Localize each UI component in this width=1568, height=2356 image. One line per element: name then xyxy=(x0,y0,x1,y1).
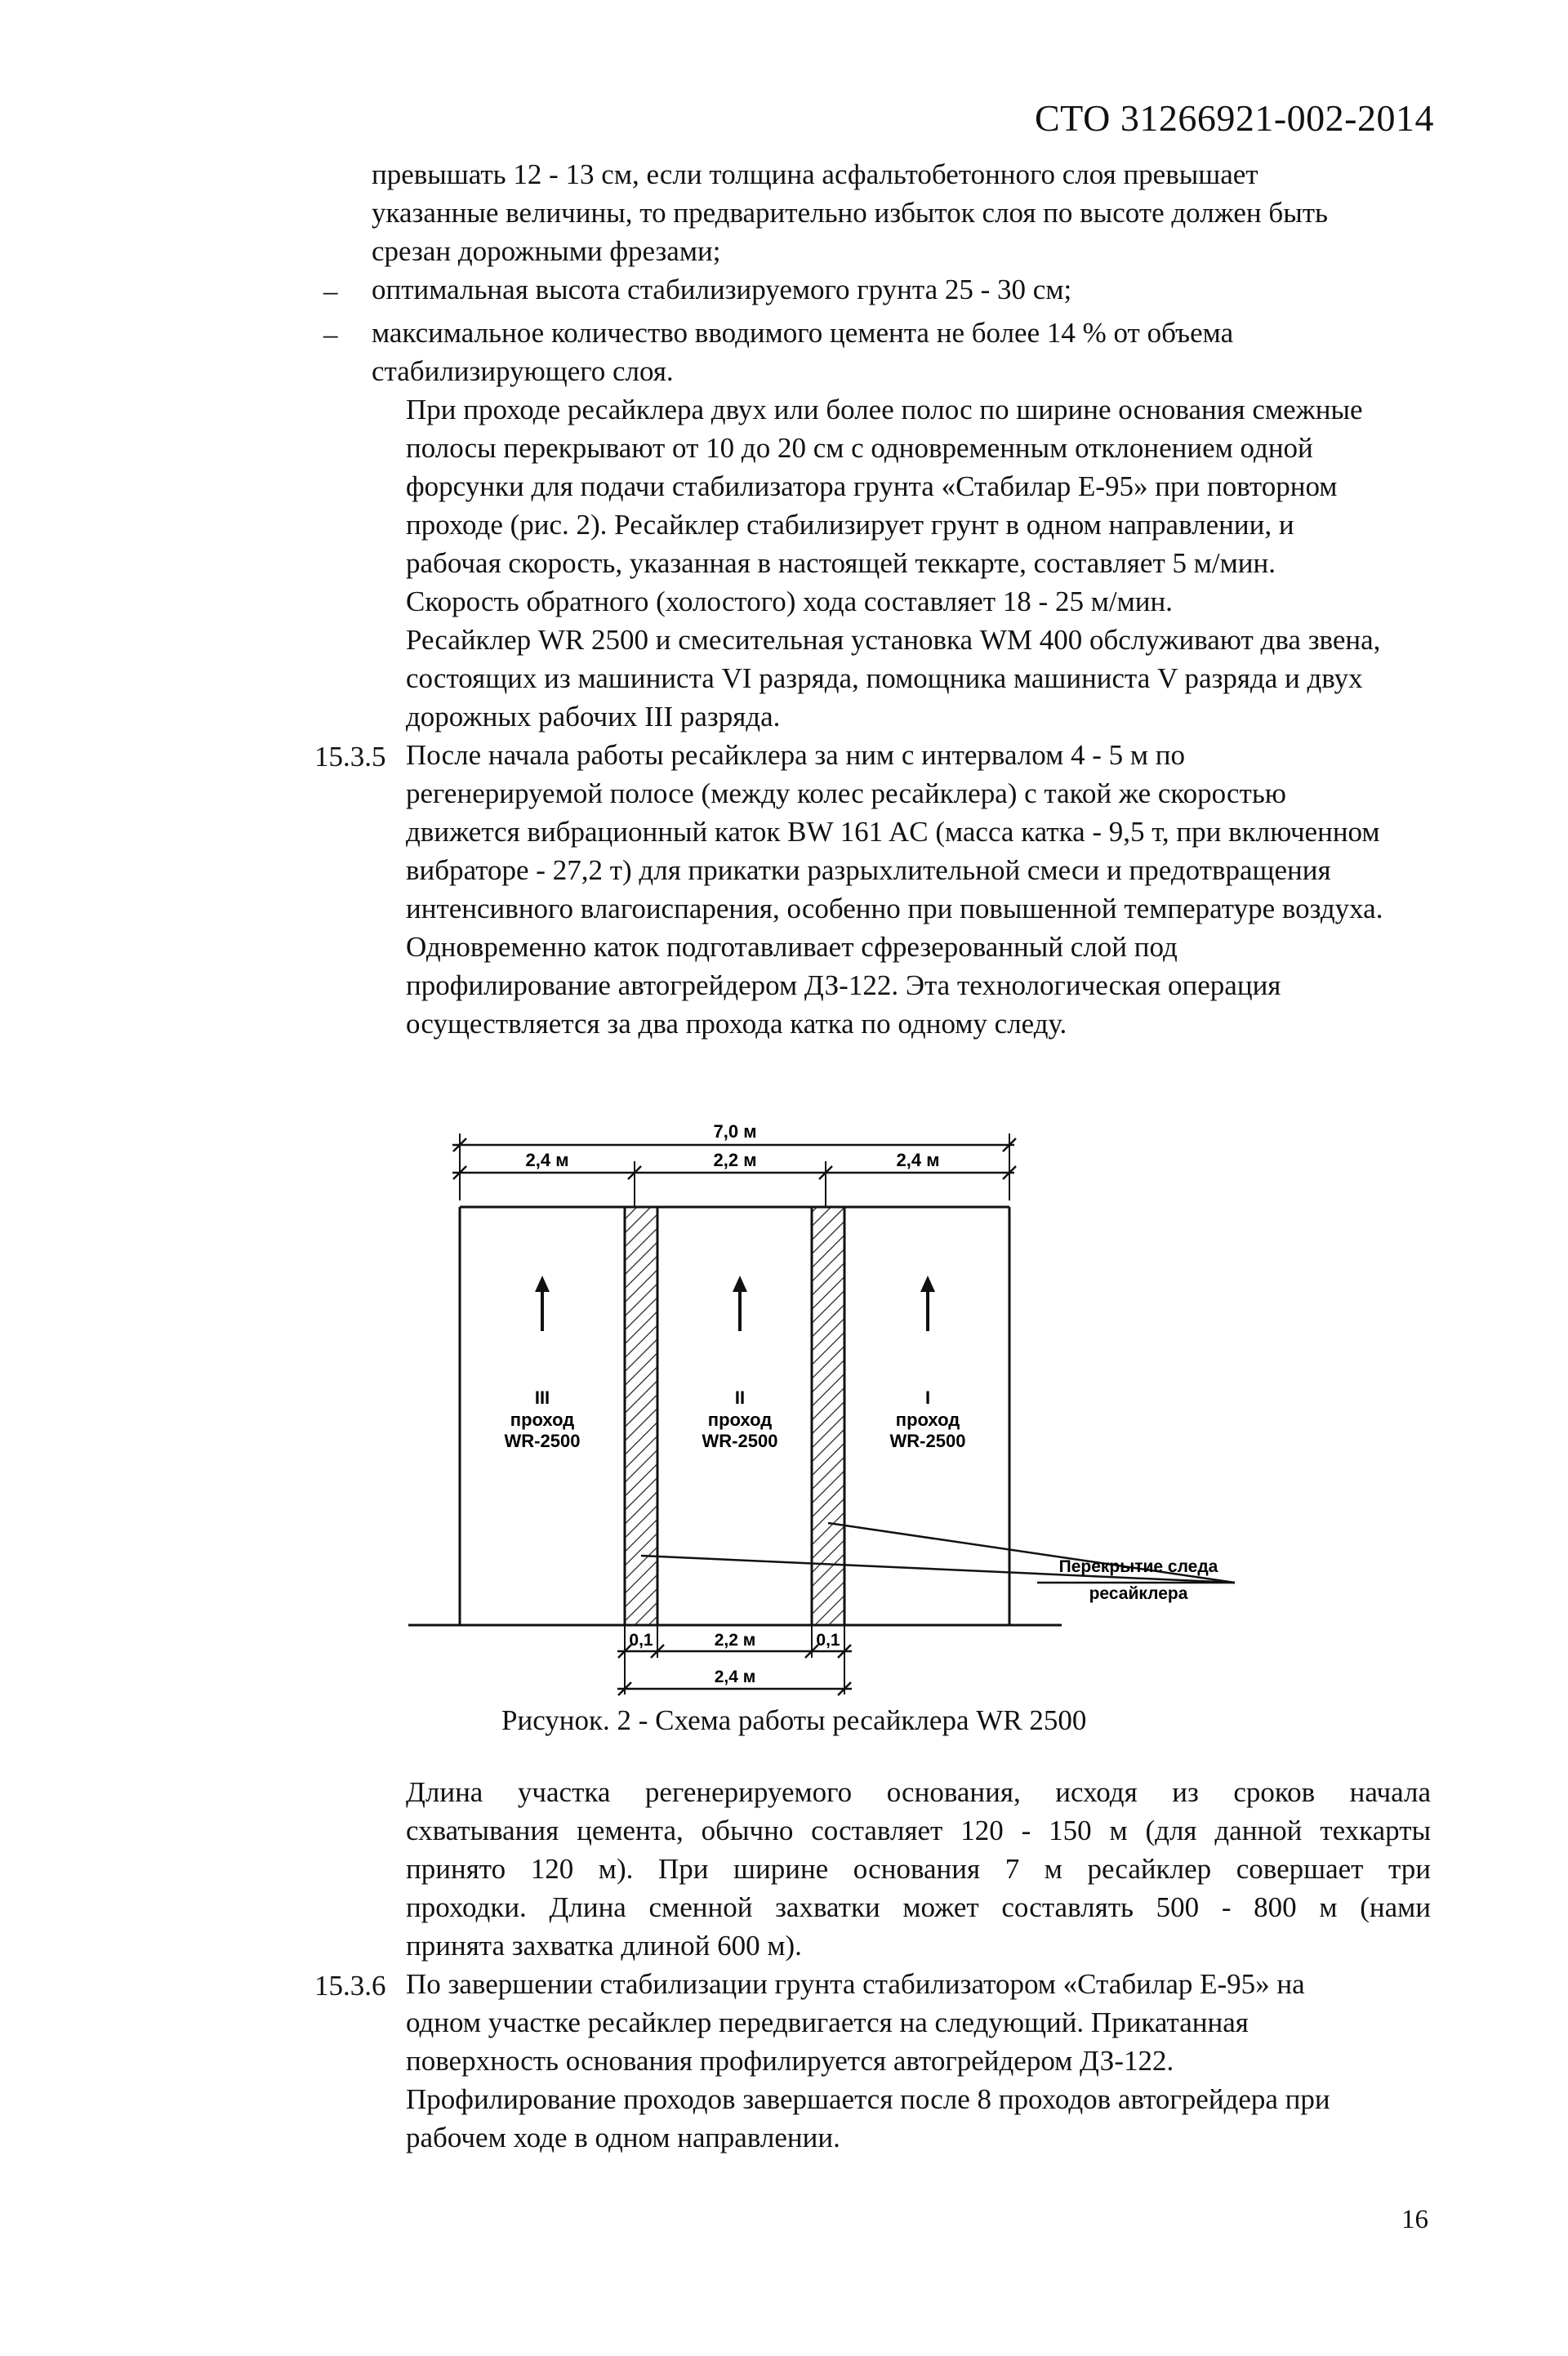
document-code-header: СТО 31266921-002-2014 xyxy=(1034,97,1434,139)
text-line: вибраторе - 27,2 т) для прикатки разрыхлительной смеси и предотвращения xyxy=(406,854,1331,886)
text-line: По завершении стабилизации грунта стабилизатором «Стабилар Е-95» на xyxy=(406,1968,1305,2000)
dimension-part-3-label: 2,4 м xyxy=(896,1150,940,1170)
list-bullet: – xyxy=(323,318,338,350)
figure-caption: Рисунок. 2 - Схема работы ресайклера WR 2500 xyxy=(501,1704,1087,1736)
text-line: одном участке ресайклер передвигается на следующий. Прикатанная xyxy=(406,2006,1249,2038)
dimension-part-1-label: 2,4 м xyxy=(525,1150,569,1170)
text-line: дорожных рабочих III разряда. xyxy=(406,701,781,733)
text-line: регенерируемой полосе (между колес ресайклера) с такой же скоростью xyxy=(406,777,1286,809)
dimension-part-2-label: 2,2 м xyxy=(713,1150,757,1170)
text-line: состоящих из машиниста VI разряда, помощника машиниста V разряда и двух xyxy=(406,662,1363,694)
text-line: интенсивного влагоиспарения, особенно при повышенной температуре воздуха. xyxy=(406,893,1383,924)
pass-1-word: проход xyxy=(895,1410,960,1430)
pass-3-number: III xyxy=(534,1387,550,1408)
text-line: проходе (рис. 2). Ресайклер стабилизирует грунт в одном направлении, и xyxy=(406,509,1294,541)
dimension-total-label: 7,0 м xyxy=(713,1121,757,1142)
overlap-label-line1: Перекрытие следа xyxy=(1058,1557,1218,1576)
overlap-label-line2: ресайклера xyxy=(1089,1584,1188,1603)
text-line: принята захватка длиной 600 м). xyxy=(406,1930,802,1962)
text-line: Длина участка регенерируемого основания, исходя из сроков начала xyxy=(406,1776,1431,1808)
list-item-text: стабилизирующего слоя. xyxy=(372,355,674,387)
pass-3-model: WR-2500 xyxy=(504,1431,581,1451)
text-line: рабочем ходе в одном направлении. xyxy=(406,2122,840,2153)
text-line: Одновременно каток подготавливает сфрезерованный слой под xyxy=(406,931,1178,963)
text-line: срезан дорожными фрезами; xyxy=(372,235,721,267)
text-line: При проходе ресайклера двух или более полос по ширине основания смежные xyxy=(406,394,1363,425)
arrow-up-icon xyxy=(535,1276,550,1331)
text-line: полосы перекрывают от 10 до 20 см с одновременным отклонением одной xyxy=(406,432,1313,464)
section-number: 15.3.5 xyxy=(314,741,386,773)
bottom-dim-middle: 2,2 м xyxy=(714,1631,756,1650)
text-line: После начала работы ресайклера за ним с интервалом 4 - 5 м по xyxy=(406,739,1186,771)
page-number: 16 xyxy=(1401,2205,1428,2234)
text-line: форсунки для подачи стабилизатора грунта «Стабилар Е-95» при повторном xyxy=(406,470,1338,502)
text-line: осуществляется за два прохода катка по одному следу. xyxy=(406,1008,1067,1040)
pass-1-number: I xyxy=(924,1387,931,1408)
list-item-text: максимальное количество вводимого цемента не более 14 % от объема xyxy=(372,317,1234,349)
text-line: Профилирование проходов завершается после 8 проходов автогрейдера при xyxy=(406,2083,1330,2115)
text-line: проходки. Длина сменной захватки может составлять 500 - 800 м (нами xyxy=(406,1891,1431,1923)
section-number: 15.3.6 xyxy=(314,1970,386,2002)
text-line: превышать 12 - 13 см, если толщина асфальтобетонного слоя превышает xyxy=(372,158,1258,190)
pass-2-word: проход xyxy=(707,1410,773,1430)
text-line: профилирование автогрейдером ДЗ-122. Эта технологическая операция xyxy=(406,969,1281,1001)
text-line: указанные величины, то предварительно избыток слоя по высоте должен быть xyxy=(372,197,1328,229)
text-line: поверхность основания профилируется автогрейдером ДЗ-122. xyxy=(406,2045,1174,2077)
overlap-strip-left xyxy=(625,1207,657,1625)
bottom-dim-overlap-right: 0,1 xyxy=(816,1631,840,1650)
bottom-total-label: 2,4 м xyxy=(714,1668,756,1686)
overlap-strip-right xyxy=(812,1207,844,1625)
pass-2-number: II xyxy=(734,1387,746,1408)
pass-3-word: проход xyxy=(510,1410,575,1430)
pass-1-model: WR-2500 xyxy=(889,1431,966,1451)
text-line: рабочая скорость, указанная в настоящей теккарте, составляет 5 м/мин. xyxy=(406,547,1276,579)
text-line: схватывания цемента, обычно составляет 120 - 150 м (для данной техкарты xyxy=(406,1815,1431,1846)
text-line: принято 120 м). При ширине основания 7 м ресайклер совершает три xyxy=(406,1853,1431,1885)
bottom-dim-overlap-left: 0,1 xyxy=(629,1631,653,1650)
list-bullet: – xyxy=(323,275,338,307)
text-line: движется вибрационный каток BW 161 AC (масса катка - 9,5 т, при включенном xyxy=(406,816,1380,848)
arrow-up-icon xyxy=(920,1276,935,1331)
pass-2-model: WR-2500 xyxy=(702,1431,778,1451)
text-line: Ресайклер WR 2500 и смесительная установка WM 400 обслуживают два звена, xyxy=(406,624,1381,656)
list-item-text: оптимальная высота стабилизируемого грунта 25 - 30 см; xyxy=(372,274,1072,305)
text-line: Скорость обратного (холостого) хода составляет 18 - 25 м/мин. xyxy=(406,586,1173,617)
arrow-up-icon xyxy=(733,1276,747,1331)
